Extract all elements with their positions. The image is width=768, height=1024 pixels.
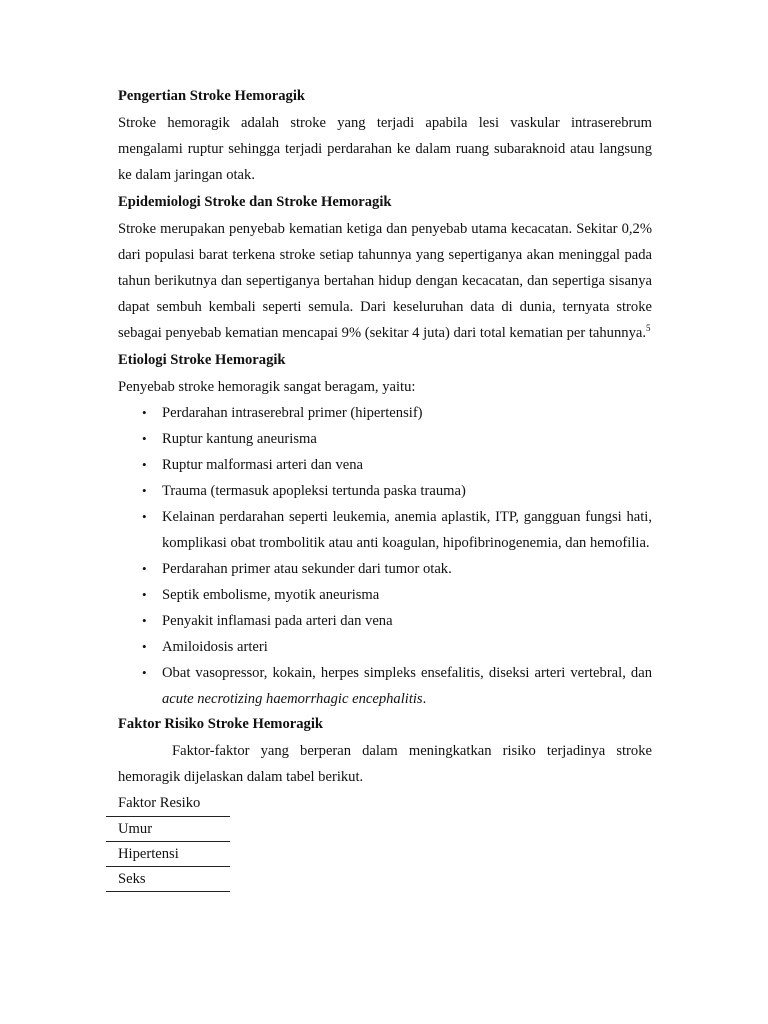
list-item: • Ruptur kantung aneurisma <box>162 426 652 452</box>
heading-etiologi: Etiologi Stroke Hemoragik <box>118 352 286 368</box>
paragraph-pengertian: Stroke hemoragik adalah stroke yang terjadi apabila lesi vaskular intraserebrum mengalami ruptur sehingga terjadi perdarahan ke dalam ruang subaraknoid atau langsung ke dalam jaringan otak. <box>118 115 652 183</box>
bullet-icon: • <box>142 561 147 576</box>
table-row <box>106 867 230 892</box>
paragraph-epidemiologi-text: Stroke merupakan penyebab kematian ketiga dan penyebab utama kecacatan. Sekitar 0,2% dari populasi barat terkena stroke setiap tahunnya yang sepertiganya akan meninggal pada tahun berikutnya dan sepertiganya bertahan hidup dengan kecacatan, dan sepertiga sisanya dapat sembuh kembali seperti semula. Dari keseluruhan data di dunia, ternyata stroke sebagai penyebab kematian mencapai 9% (sekitar 4 juta) dari total kematian per tahunnya. <box>118 221 652 341</box>
list-item: • Perdarahan intraserebral primer (hipertensif) <box>162 400 652 426</box>
table-row <box>106 817 230 842</box>
etiologi-list <box>118 400 652 712</box>
bullet-icon: • <box>142 509 147 524</box>
list-item: • Trauma (termasuk apopleksi tertunda paska trauma) <box>162 478 652 504</box>
bullet-icon: • <box>142 483 147 498</box>
list-item: • Amiloidosis arteri <box>162 634 652 660</box>
heading-epidemiologi: Epidemiologi Stroke dan Stroke Hemoragik <box>118 194 392 210</box>
bullet-icon: • <box>142 457 147 472</box>
bullet-icon: • <box>142 665 147 680</box>
bullet-icon: • <box>142 639 147 654</box>
risk-factor-table <box>106 816 230 892</box>
footnote-reference: 5 <box>646 323 651 334</box>
bullet-icon: • <box>142 431 147 446</box>
list-item: • Penyakit inflamasi pada arteri dan vena <box>162 608 652 634</box>
paragraph-epidemiologi <box>118 216 652 346</box>
list-item: • Perdarahan primer atau sekunder dari tumor otak. <box>162 556 652 582</box>
paragraph-faktor: Faktor-faktor yang berperan dalam meningkatkan risiko terjadinya stroke hemoragik dijelaskan dalam tabel berikut. <box>118 743 652 785</box>
italic-term: acute necrotizing haemorrhagic encephalitis <box>162 691 423 707</box>
heading-faktor: Faktor Risiko Stroke Hemoragik <box>118 716 323 732</box>
document-page <box>118 86 652 892</box>
bullet-icon: • <box>142 613 147 628</box>
table-cell: Umur <box>106 817 230 842</box>
bullet-icon: • <box>142 587 147 602</box>
table-cell: Hipertensi <box>106 842 230 867</box>
heading-pengertian: Pengertian Stroke Hemoragik <box>118 88 305 104</box>
paragraph-etiologi-intro: Penyebab stroke hemoragik sangat beragam, yaitu: <box>118 379 416 395</box>
list-item: • Kelainan perdarahan seperti leukemia, anemia aplastik, ITP, gangguan fungsi hati, komplikasi obat trombolitik atau anti koagulan, hipofibrinogenemia, dan hemofilia. <box>162 504 652 556</box>
list-item: • Obat vasopressor, kokain, herpes simpleks ensefalitis, diseksi arteri vertebral, dan acute necrotizing haemorrhagic encephalitis. <box>162 660 652 712</box>
table-row <box>106 842 230 867</box>
bullet-icon: • <box>142 405 147 420</box>
list-item: • Septik embolisme, myotik aneurisma <box>162 582 652 608</box>
table-header: Faktor Resiko <box>118 795 201 811</box>
table-cell: Seks <box>106 867 230 892</box>
list-item: • Ruptur malformasi arteri dan vena <box>162 452 652 478</box>
